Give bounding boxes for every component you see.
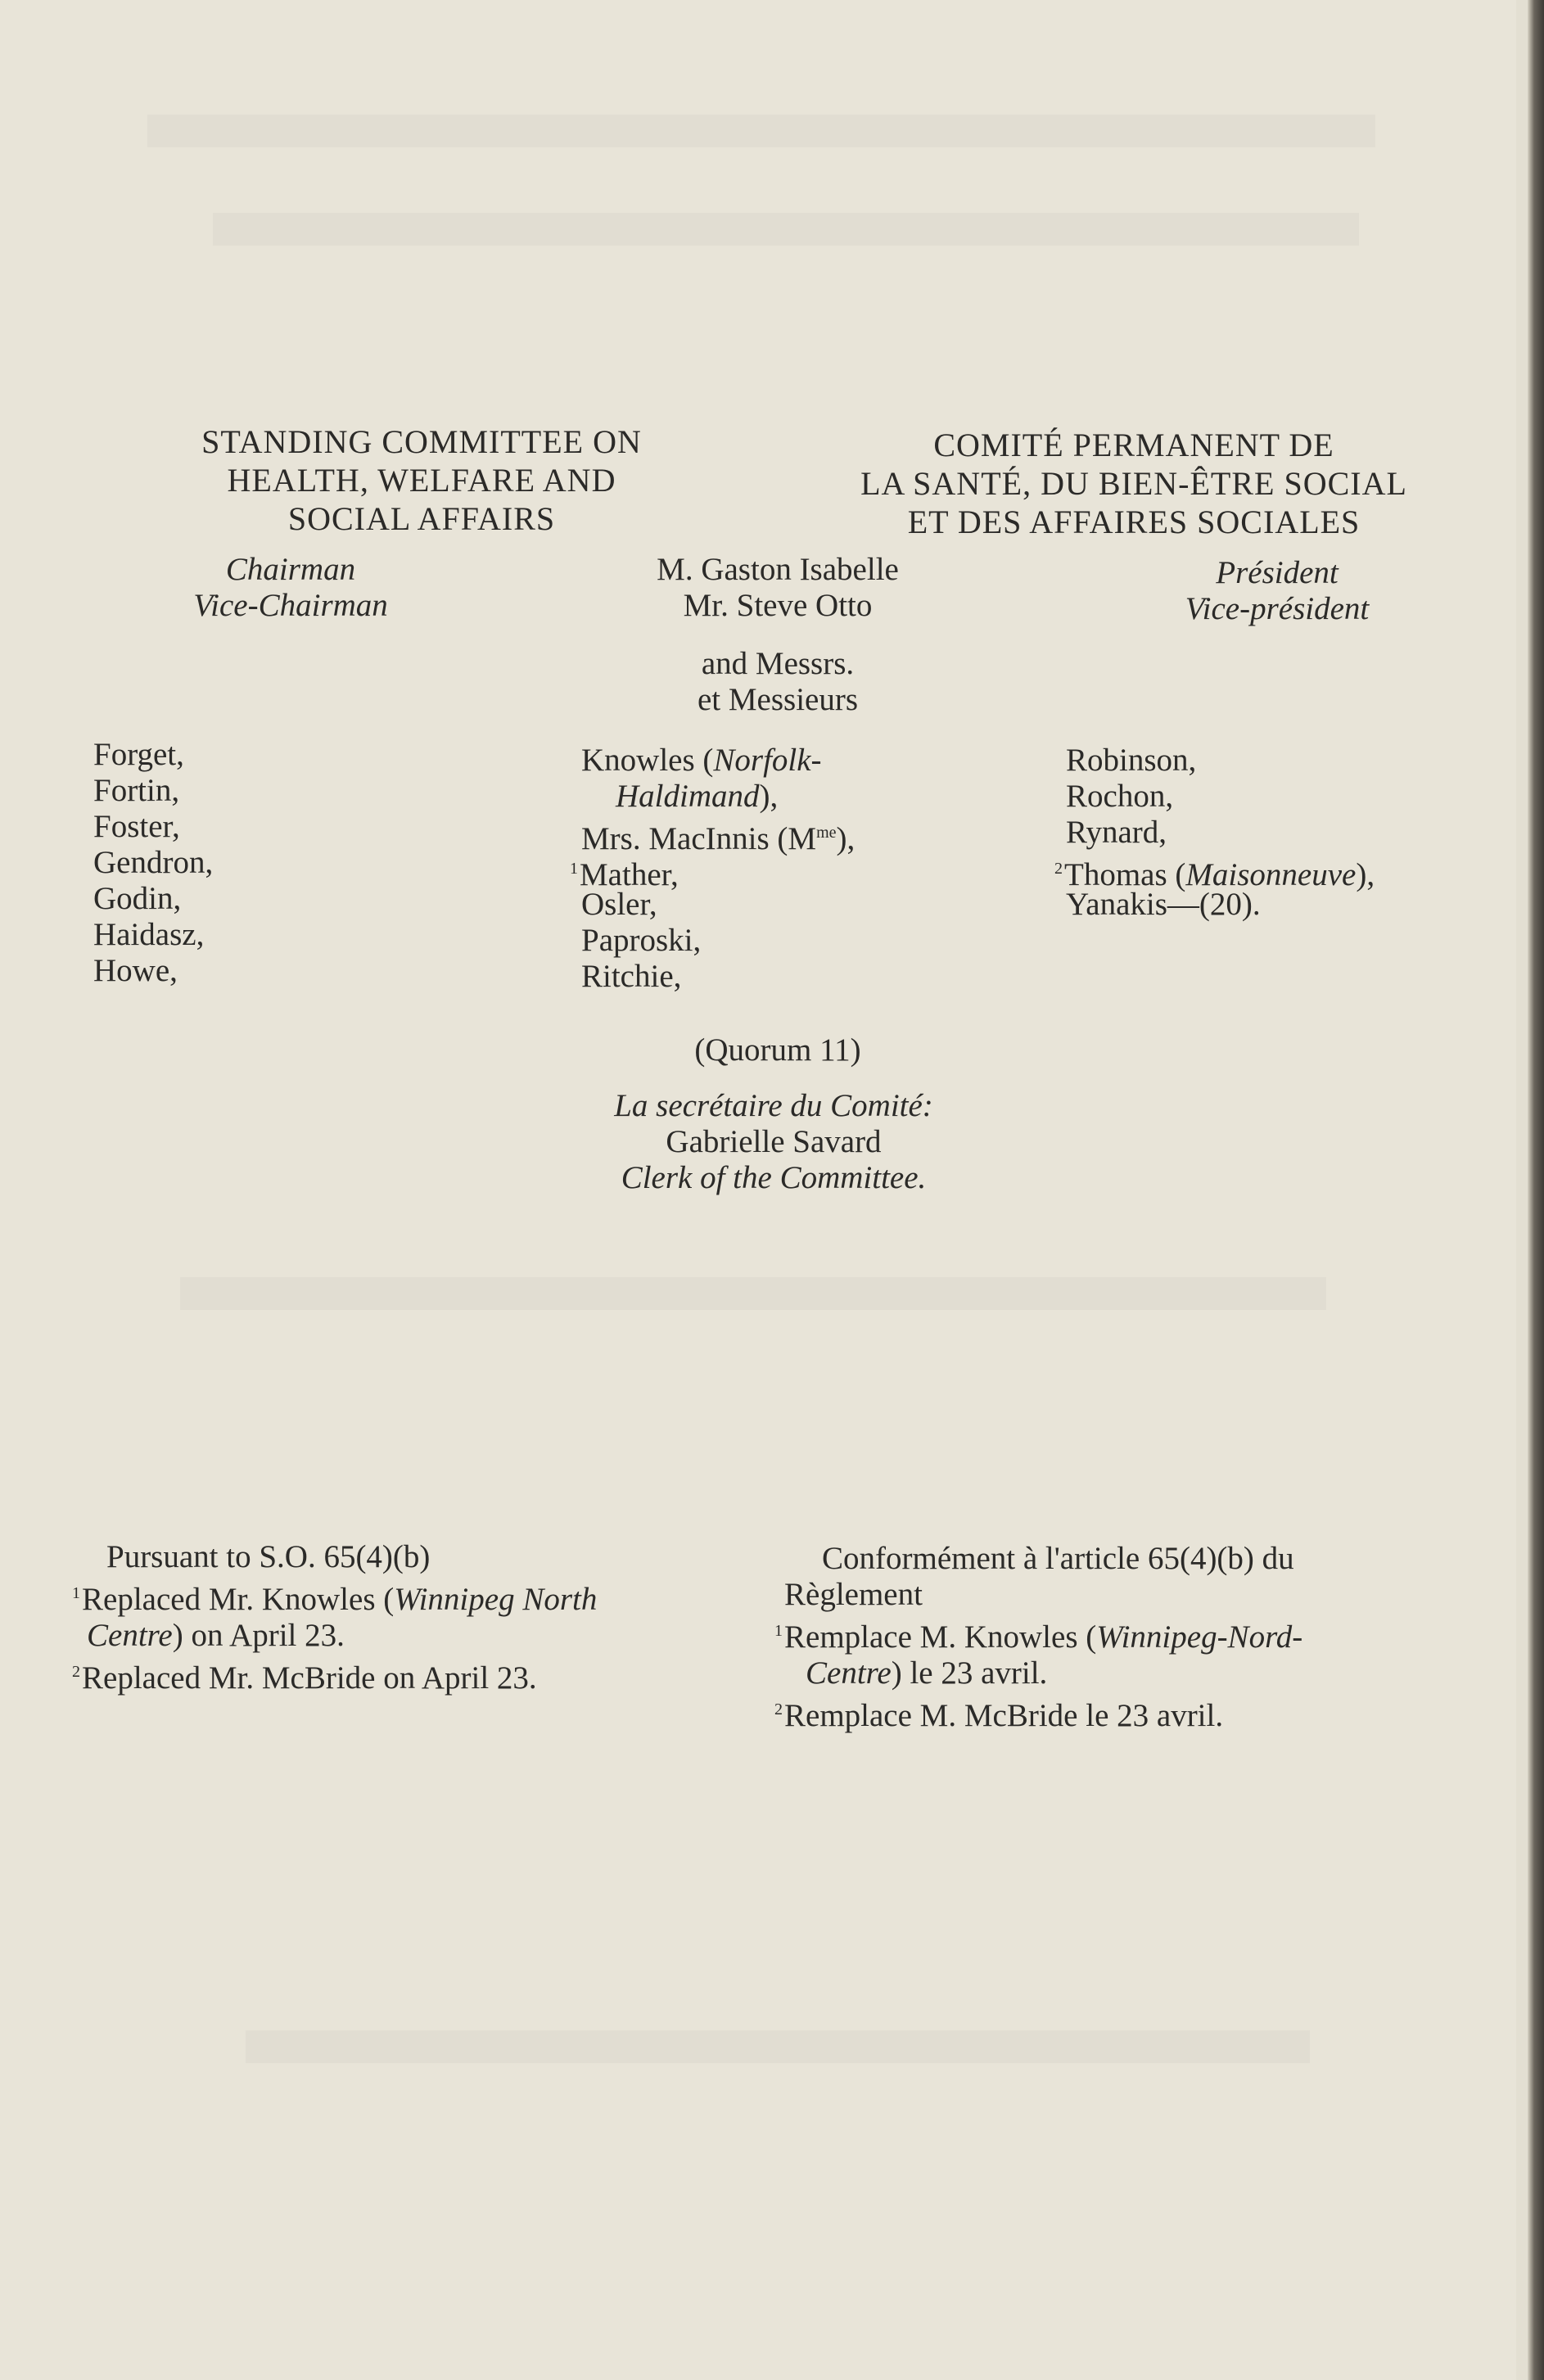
member-name: Forget,: [93, 737, 184, 772]
header-en-line3: SOCIAL AFFAIRS: [287, 500, 556, 537]
member-name: Gendron,: [93, 845, 214, 880]
chairman-name: M. Gaston Isabelle: [657, 552, 899, 587]
member-thomas-name: Thomas (: [1064, 857, 1186, 892]
member-knowles-riding-cont: Haldimand: [616, 779, 760, 814]
officer-names: [589, 552, 966, 624]
member-osler: Osler,: [581, 887, 657, 922]
show-through-band: [147, 115, 1375, 147]
footnote-mark-2: 2: [1054, 860, 1063, 878]
pursuant-fr-cont: Règlement: [784, 1577, 923, 1612]
member-rynard: Rynard,: [1066, 815, 1167, 850]
member-yanakis: Yanakis—(20).: [1066, 887, 1261, 922]
member-knowles-cont: [560, 779, 855, 815]
footnote-fr-2: [765, 1691, 1302, 1734]
footnote-en-2-text: Replaced Mr. McBride on April 23.: [82, 1660, 537, 1696]
header-fr-line3: ET DES AFFAIRES SOCIALES: [907, 504, 1361, 540]
member-robinson: Robinson,: [1066, 743, 1197, 778]
footnote-en-1-cont: [62, 1618, 597, 1654]
member-knowles-close: ),: [759, 779, 779, 814]
show-through-band: [180, 1277, 1326, 1310]
committee-name-en: [123, 422, 720, 538]
footnotes-fr: [765, 1541, 1302, 1734]
member-macinnis: [560, 815, 856, 856]
footnote-fr-1-riding: Winnipeg-Nord-: [1096, 1619, 1303, 1655]
adjacent-page-edge: [1516, 0, 1528, 2380]
pursuant-en: Pursuant to S.O. 65(4)(b): [106, 1539, 431, 1574]
member-macinnis-sup: me: [816, 824, 837, 842]
members-column-2: [560, 743, 855, 995]
committee-name-fr: [786, 426, 1482, 541]
member-name: Godin,: [93, 881, 182, 916]
clerk-block: [508, 1088, 1040, 1196]
header-fr-line1: COMITÉ PERMANENT DE: [933, 427, 1334, 463]
footnote-en-1-riding-cont: Centre: [87, 1618, 173, 1653]
member-mather-name: Mather,: [580, 857, 679, 892]
footnote-en-1-text: Replaced Mr. Knowles (: [82, 1582, 395, 1617]
member-knowles: [560, 743, 855, 779]
member-macinnis-close: ),: [836, 821, 856, 856]
footnote-mark-1: 1: [570, 860, 578, 878]
member-name: Haidasz,: [93, 917, 205, 952]
officer-titles-en: [164, 552, 418, 624]
footnote-fr-2-text: Remplace M. McBride le 23 avril.: [784, 1698, 1224, 1733]
footnote-fr-1: [765, 1613, 1302, 1655]
show-through-band: [246, 2030, 1310, 2063]
member-rochon: Rochon,: [1066, 779, 1174, 814]
members-intro: [655, 646, 901, 718]
vice-chairman-label-en: Vice-Chairman: [193, 588, 388, 623]
footnote-en-2-mark: 2: [72, 1663, 80, 1681]
footnote-fr-1-mark: 1: [774, 1622, 783, 1640]
footnotes-en: [62, 1539, 597, 1696]
officer-titles-fr: [1130, 555, 1424, 627]
clerk-name: Gabrielle Savard: [666, 1124, 882, 1159]
members-column-1: [93, 737, 213, 989]
member-name: Howe,: [93, 953, 178, 988]
member-name: Foster,: [93, 809, 180, 844]
vice-chairman-name: Mr. Steve Otto: [683, 588, 873, 623]
footnote-fr-2-mark: 2: [774, 1700, 783, 1718]
member-paproski: Paproski,: [581, 923, 702, 958]
members-intro-fr: et Messieurs: [697, 682, 859, 717]
book-spine: [1528, 0, 1544, 2380]
members-intro-en: and Messrs.: [701, 646, 855, 681]
show-through-band: [213, 213, 1359, 246]
member-macinnis-name: Mrs. MacInnis (M: [581, 821, 817, 856]
chairman-label-en: Chairman: [225, 552, 356, 587]
footnote-fr-1-riding-cont: Centre: [806, 1655, 892, 1691]
header-fr-line2: LA SANTÉ, DU BIEN-ÊTRE SOCIAL: [860, 465, 1407, 502]
member-thomas: [1045, 851, 1375, 892]
footnote-en-1: [62, 1575, 597, 1618]
members-column-3: [1045, 743, 1375, 923]
clerk-title-en: Clerk of the Committee.: [621, 1160, 927, 1195]
footnote-en-1-tail: ) on April 23.: [172, 1618, 345, 1653]
footnote-en-1-mark: 1: [72, 1584, 80, 1602]
footnote-fr-1-text: Remplace M. Knowles (: [784, 1619, 1097, 1655]
footnote-en-2: [62, 1654, 597, 1696]
vice-chairman-label-fr: Vice-président: [1185, 591, 1370, 626]
clerk-title-fr: La secrétaire du Comité:: [614, 1088, 933, 1123]
quorum: (Quorum 11): [694, 1032, 861, 1068]
footnote-fr-1-tail: ) le 23 avril.: [891, 1655, 1048, 1691]
header-en-line2: HEALTH, WELFARE AND: [227, 462, 616, 499]
member-name: Fortin,: [93, 773, 180, 808]
footnote-fr-1-cont: [765, 1655, 1302, 1691]
member-thomas-riding: Maisonneuve: [1185, 857, 1357, 892]
member-ritchie: Ritchie,: [581, 959, 682, 994]
member-knowles-name: Knowles (: [581, 743, 714, 778]
member-knowles-riding: Norfolk-: [713, 743, 822, 778]
pursuant-fr: Conformément à l'article 65(4)(b) du: [822, 1541, 1294, 1576]
header-en-line1: STANDING COMMITTEE ON: [201, 423, 642, 460]
member-thomas-close: ),: [1356, 857, 1375, 892]
chairman-label-fr: Président: [1216, 555, 1339, 590]
footnote-en-1-riding: Winnipeg North: [394, 1582, 598, 1617]
